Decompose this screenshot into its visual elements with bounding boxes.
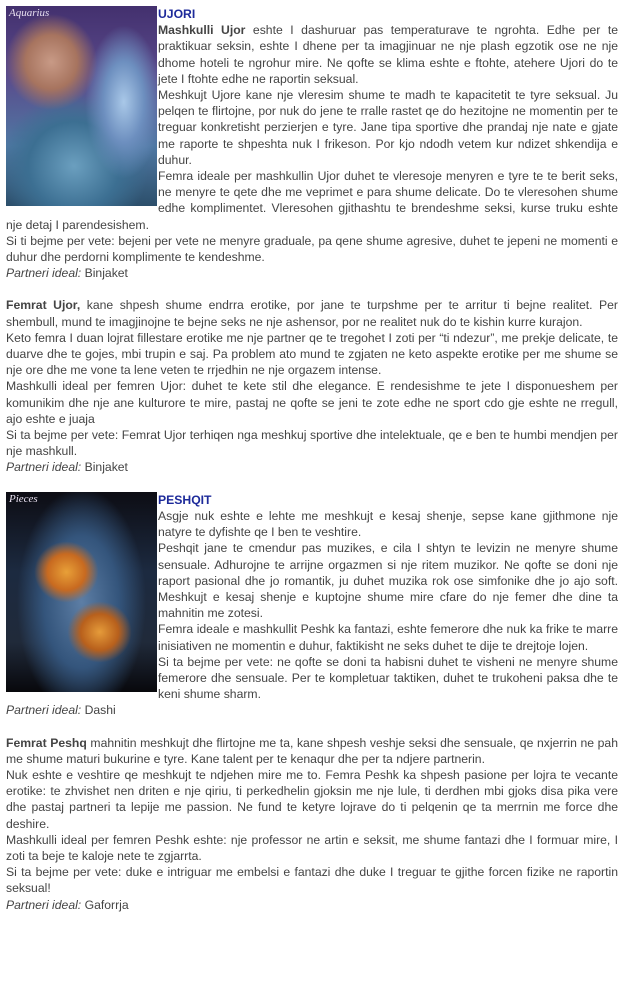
aquarius-men-paragraph-2: Meshkujt Ujore kane nje vleresim shume te madh te kapacitetit te tyre seksual. Ju pelqen te flirtojne, por nuk do jene te rralle rastet qe do hezitojne ne momentin per te treguar konkretisht perzierjen e tyre. Jane tipa sportive dhe prandaj nje nate e gjate me raporte te shpeshta nuk I frikeson. Por kjo ndodh vetem kur ndizet shkendija e duhur.	[158, 88, 618, 167]
pisces-title: PESHQIT	[158, 492, 212, 507]
aquarius-women-paragraph-4: Si ta bejme per vete: Femrat Ujor terhiqen nga meshkuj sportive dhe intelektuale, qe e ben te humbi mendjen per nje mashkull.	[6, 428, 618, 459]
pisces-men-section	[6, 492, 618, 719]
aquarius-image	[6, 6, 157, 206]
aquarius-men-lead: Mashkulli Ujor	[158, 23, 246, 38]
pisces-women-paragraph-2: Nuk eshte e veshtire qe meshkujt te ndjehen mire me to. Femra Peshk ka shpesh pasione per lojra te vecante erotike: te zhvishet nen driten e nje qiriu, ti perkedhelin gjoksin me nje lule, ti derdhen mbi gjoks disa pika vere dhe pastaj partneri ta lepije me passion. Ne fund te ketyre lojrave do ti pelqenin qe ta merrnin me force dhe deshire.	[6, 767, 618, 831]
pisces-women-paragraph-3: Mashkulli ideal per femren Peshk eshte: nje professor ne artin e seksit, me shume fantazi dhe I formuar mire, I zoti ta beje te kaloje nete te zgjarrta.	[6, 832, 618, 863]
spacer	[6, 719, 618, 735]
pisces-men-paragraph-2: Peshqit jane te cmendur pas muzikes, e cila I shtyn te levizin ne menyre shume sensuale. Adhurojne te arrijne orgazmen si nje ritem muzikor. Ne qofte se doni nje raport pasional dhe jo romantik, ju duhet muzika rok ose simfonike dhe jo ajo soft. Meshkujt e kesaj shenje e kuptojne shume mire cfare do nje femer dhe dine ta mahnitin me zotesi.	[158, 541, 618, 621]
aquarius-title: UJORI	[158, 7, 196, 21]
aquarius-men-section	[6, 6, 618, 281]
ideal-partner-label: Partneri ideal:	[6, 897, 82, 912]
ideal-partner-value: Gaforrja	[81, 897, 129, 912]
aquarius-women-paragraph-2: Keto femra I duan lojrat fillestare erotike me nje partner qe te tregohet I zoti per “ti ndezur”, me prekje delicate, te duarve dhe te gojes, mbi trupin e saj. Pa problem ato mund te zgjaten ne keto aspekte erotike per me shume se nje ore dhe me vone ta lene veten te rrjedhin ne nje orgazem intense.	[6, 330, 618, 378]
ideal-partner-value: Binjaket	[81, 460, 128, 475]
ideal-partner-label: Partneri ideal:	[6, 460, 82, 475]
pisces-men-paragraph-3: Femra ideale e mashkullit Peshk ka fantazi, eshte femerore dhe nuk ka frike te marre inisiativen ne momentin e duhur, faktikisht ne seks duhet te dije te drejtoje lojen.	[158, 622, 618, 653]
ideal-partner-label: Partneri ideal:	[6, 266, 82, 281]
aquarius-women-lead: Femrat Ujor,	[6, 298, 81, 313]
pisces-men-paragraph-1: Asgje nuk eshte e lehte me meshkujt e kesaj shenje, sepse kane gjithmone nje natyre te dyfishte qe I ben te veshtire.	[158, 508, 618, 540]
ideal-partner-label: Partneri ideal:	[6, 703, 82, 718]
article	[6, 6, 618, 913]
aquarius-men-paragraph-4: Si ti bejme per vete: bejeni per vete ne menyre graduale, pa qene shume agresive, duhet te jepeni ne momenti e duhur dhe perdorni komplimente te kendeshme.	[6, 233, 618, 265]
pisces-image	[6, 492, 157, 692]
aquarius-women-paragraph-3: Mashkulli ideal per femren Ujor: duhet te kete stil dhe elegance. E rendesishme te jete I disponueshem per komunikim dhe nje ane kulturore te mire, pastaj ne qofte se jeni te zote edhe ne sport cdo gje eshte ne rregull, ajo eshte e juaja	[6, 379, 618, 426]
aquarius-men-paragraph-3: Femra ideale per mashkullin Ujor duhet te vleresoje menyren e tyre te te berit seks, ne menyre te qete dhe me veprimet e para shume delicate. Do te vleresohen shume edhe komplimentet. Vleresohen gjithashtu te brendeshme seksi, kurse truku eshte nje detaj I parendesishem.	[6, 169, 618, 232]
pisces-women-lead: Femrat Peshq	[6, 735, 87, 750]
aquarius-men-ideal-partner	[6, 265, 618, 281]
pisces-women-paragraph-1: Femrat Peshq mahnitin meshkujt dhe flirtojne me ta, kane shpesh veshje seksi dhe sensuale, qe nxjerrin ne pah me shume maturi bukurine e tyre. Kane talent per te kenaqur dhe per ta ndjere partnerin.	[6, 735, 618, 766]
pisces-women-paragraph-4: Si ta bejme per vete: duke e intriguar me embelsi e fantazi dhe duke I treguar te gjithe forcen fizike ne raportin seksual!	[6, 865, 618, 896]
aquarius-women-ideal-partner	[6, 459, 618, 475]
aquarius-women-section	[6, 297, 618, 475]
pisces-women-ideal-partner	[6, 897, 618, 913]
spacer	[6, 281, 618, 297]
aquarius-image-caption: Aquarius	[9, 7, 50, 19]
ideal-partner-value: Binjaket	[81, 266, 128, 281]
pisces-women-section	[6, 735, 618, 913]
pisces-image-caption: Pieces	[9, 492, 38, 505]
aquarius-women-paragraph-1: Femrat Ujor, kane shpesh shume endrra erotike, por jane te turpshme per te arritur ti bejne realitet. Per shembull, mund te imagjinojne te bejne seks ne nje ashensor, por ne realitet nuk do te kishin kurre kurajon.	[6, 298, 618, 329]
ideal-partner-value: Dashi	[81, 703, 116, 718]
spacer	[6, 476, 618, 492]
aquarius-men-paragraph-1: Mashkulli Ujor eshte I dashuruar pas temperaturave te ngrohta. Edhe per te praktikuar seksin, eshte I dhene per ta imagjinuar ne nje plash egzotik ose ne nje dhome hoteli te ngrohur mire. Ne qofte se klima eshte e ftohte, atehere Ujori do te jete I ftohte edhe ne raportin seksual.	[158, 23, 618, 86]
pisces-men-paragraph-4: Si ta bejme per vete: ne qofte se doni ta habisni duhet te visheni ne menyre shume femerore dhe sensuale. Per te kompletuar taktiken, duhet te trukoheni paksa dhe te keni shume sharm.	[158, 654, 618, 702]
pisces-men-ideal-partner	[6, 702, 618, 718]
